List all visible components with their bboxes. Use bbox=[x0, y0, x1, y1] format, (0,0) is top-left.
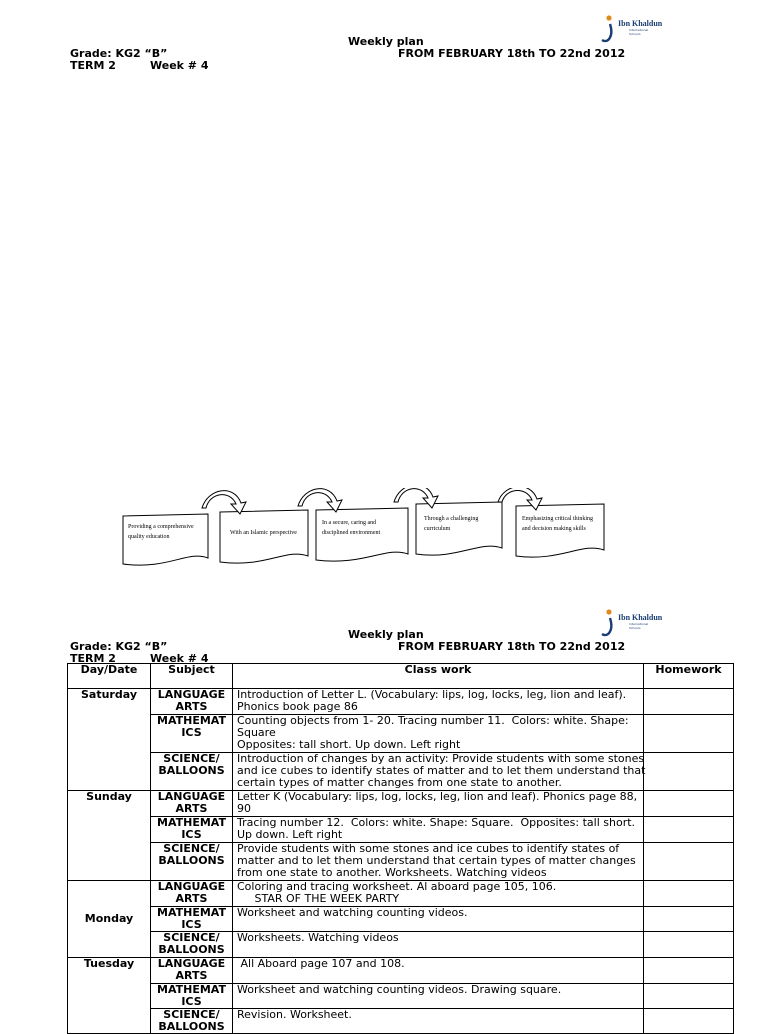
homework-cell bbox=[644, 791, 734, 817]
subject-cell bbox=[151, 881, 233, 907]
subject-line: ICS bbox=[181, 995, 202, 1008]
subject-line: SCIENCE/ bbox=[163, 842, 220, 855]
subject-line: BALLOONS bbox=[158, 854, 225, 867]
subject-cell bbox=[151, 984, 233, 1009]
day-cell: Saturday bbox=[68, 689, 151, 791]
day-cell: Tuesday bbox=[68, 958, 151, 1034]
classwork-line: matter and to let them understand that certain types of matter changes bbox=[237, 854, 636, 867]
classwork-cell bbox=[233, 1009, 644, 1034]
classwork-line: and ice cubes to identify states of matter and to let them understand that bbox=[237, 764, 646, 777]
subject-cell bbox=[151, 715, 233, 753]
subject-cell bbox=[151, 791, 233, 817]
date-range: FROM FEBRUARY 18th TO 22nd 2012 bbox=[398, 47, 626, 60]
subject-line: ICS bbox=[181, 828, 202, 841]
logo-subline-1: International bbox=[629, 28, 649, 32]
subject-cell bbox=[151, 843, 233, 881]
classwork-cell bbox=[233, 843, 644, 881]
classwork-line: 90 bbox=[237, 802, 251, 815]
subject-line: LANGUAGE bbox=[157, 957, 226, 970]
logo-subline-2: Schools bbox=[629, 32, 641, 36]
homework-cell bbox=[644, 715, 734, 753]
subject-line: BALLOONS bbox=[158, 1020, 225, 1033]
subject-line: ARTS bbox=[175, 892, 208, 905]
subject-cell bbox=[151, 1009, 233, 1034]
classwork-line: certain types of matter changes from one state to another. bbox=[237, 776, 562, 789]
classwork-line: Up down. Left right bbox=[237, 828, 343, 841]
classwork-cell bbox=[233, 907, 644, 932]
classwork-line: All Aboard page 107 and 108. bbox=[237, 957, 405, 970]
term-label-2: TERM 2 bbox=[70, 652, 116, 665]
flow-card-1-text: Providing a comprehensive quality education bbox=[128, 524, 194, 540]
table-row bbox=[68, 907, 734, 932]
homework-cell bbox=[644, 753, 734, 791]
classwork-line: from one state to another. Worksheets. Watching videos bbox=[237, 866, 547, 879]
classwork-line: Phonics book page 86 bbox=[237, 700, 358, 713]
table-row bbox=[68, 715, 734, 753]
classwork-cell bbox=[233, 817, 644, 843]
homework-cell bbox=[644, 932, 734, 958]
classwork-line: Introduction of Letter L. (Vocabulary: lips, log, locks, leg, lion and leaf). bbox=[237, 688, 627, 701]
day-cell: Sunday bbox=[68, 791, 151, 881]
table-row bbox=[68, 984, 734, 1009]
classwork-line: Coloring and tracing worksheet. Al aboard page 105, 106. bbox=[237, 880, 557, 893]
classwork-line: Counting objects from 1- 20. Tracing number 11. Colors: white. Shape: bbox=[237, 714, 629, 727]
flow-card-2-text: With an Islamic perspective bbox=[230, 530, 297, 536]
subject-line: BALLOONS bbox=[158, 764, 225, 777]
subject-cell bbox=[151, 817, 233, 843]
homework-cell bbox=[644, 958, 734, 984]
school-logo bbox=[600, 14, 662, 46]
homework-cell bbox=[644, 817, 734, 843]
homework-cell bbox=[644, 881, 734, 907]
classwork-line: Provide students with some stones and ice cubes to identify states of bbox=[237, 842, 620, 855]
subject-line: SCIENCE/ bbox=[163, 752, 220, 765]
subject-line: ARTS bbox=[175, 969, 208, 982]
table-row bbox=[68, 753, 734, 791]
classwork-line: Worksheets. Watching videos bbox=[237, 931, 399, 944]
week-label-2: Week # 4 bbox=[150, 652, 209, 665]
table-row bbox=[68, 689, 734, 715]
page-title-2: Weekly plan bbox=[348, 628, 424, 641]
logo-subline-1: International bbox=[629, 622, 649, 626]
table-row bbox=[68, 791, 734, 817]
logo-name: Ibn Khaldun bbox=[618, 613, 663, 622]
homework-cell bbox=[644, 689, 734, 715]
flow-arrow-icon bbox=[298, 489, 342, 512]
subject-line: ICS bbox=[181, 918, 202, 931]
subject-cell bbox=[151, 958, 233, 984]
subject-line: ICS bbox=[181, 726, 202, 739]
logo-name: Ibn Khaldun bbox=[618, 19, 663, 28]
logo-subline-2: Schools bbox=[629, 626, 641, 630]
flow-card-4-text: Through a challenging curriculum bbox=[424, 516, 479, 532]
classwork-line: Opposites: tall short. Up down. Left right bbox=[237, 738, 461, 751]
subject-line: LANGUAGE bbox=[157, 790, 226, 803]
table-row bbox=[68, 881, 734, 907]
subject-line: BALLOONS bbox=[158, 943, 225, 956]
grade-label-2: Grade: KG2 “B” bbox=[70, 640, 168, 653]
homework-cell bbox=[644, 1009, 734, 1034]
homework-cell bbox=[644, 907, 734, 932]
classwork-line: STAR OF THE WEEK PARTY bbox=[237, 892, 400, 905]
header-day: Day/Date bbox=[68, 664, 151, 689]
header-subject: Subject bbox=[151, 664, 233, 689]
classwork-line: Revision. Worksheet. bbox=[237, 1008, 352, 1021]
subject-line: MATHEMAT bbox=[157, 906, 226, 919]
subject-cell bbox=[151, 932, 233, 958]
classwork-cell bbox=[233, 932, 644, 958]
classwork-cell bbox=[233, 689, 644, 715]
classwork-line: Letter K (Vocabulary: lips, log, locks, leg, lion and leaf). Phonics page 88, bbox=[237, 790, 638, 803]
subject-line: ARTS bbox=[175, 700, 208, 713]
flow-card-3-text: In a secure, caring and disciplined environment bbox=[322, 520, 381, 536]
subject-cell bbox=[151, 907, 233, 932]
subject-line: MATHEMAT bbox=[157, 816, 226, 829]
subject-cell bbox=[151, 753, 233, 791]
homework-cell bbox=[644, 843, 734, 881]
week-label: Week # 4 bbox=[150, 59, 209, 72]
classwork-cell bbox=[233, 984, 644, 1009]
homework-cell bbox=[644, 984, 734, 1009]
grade-label: Grade: KG2 “B” bbox=[70, 47, 168, 60]
classwork-line: Square bbox=[237, 726, 276, 739]
subject-line: MATHEMAT bbox=[157, 983, 226, 996]
subject-line: MATHEMAT bbox=[157, 714, 226, 727]
classwork-cell bbox=[233, 715, 644, 753]
classwork-cell bbox=[233, 958, 644, 984]
classwork-cell bbox=[233, 791, 644, 817]
classwork-line: Introduction of changes by an activity: Provide students with some stones bbox=[237, 752, 645, 765]
term-label: TERM 2 bbox=[70, 59, 116, 72]
subject-line: LANGUAGE bbox=[157, 688, 226, 701]
day-cell: Monday bbox=[68, 881, 151, 958]
weekly-plan-table bbox=[67, 663, 734, 1034]
header-homework: Homework bbox=[644, 664, 734, 689]
table-row bbox=[68, 817, 734, 843]
subject-line: SCIENCE/ bbox=[163, 931, 220, 944]
school-logo-2 bbox=[600, 608, 662, 640]
table-row bbox=[68, 843, 734, 881]
table-body bbox=[68, 689, 734, 1034]
flow-card-5-text: Emphasizing critical thinking and decision making skills bbox=[522, 516, 593, 532]
classwork-line: Tracing number 12. Colors: white. Shape: Square. Opposites: tall short. bbox=[237, 816, 636, 829]
subject-line: SCIENCE/ bbox=[163, 1008, 220, 1021]
table-row bbox=[68, 932, 734, 958]
date-range-2: FROM FEBRUARY 18th TO 22nd 2012 bbox=[398, 640, 626, 653]
classwork-line: Worksheet and watching counting videos. bbox=[237, 906, 468, 919]
classwork-line: Worksheet and watching counting videos. Drawing square. bbox=[237, 983, 562, 996]
flow-arrow-icon bbox=[202, 491, 246, 514]
subject-line: LANGUAGE bbox=[157, 880, 226, 893]
classwork-cell bbox=[233, 753, 644, 791]
table-row bbox=[68, 1009, 734, 1034]
page-title: Weekly plan bbox=[348, 35, 424, 48]
classwork-cell bbox=[233, 881, 644, 907]
table-row bbox=[68, 958, 734, 984]
header-classwork: Class work bbox=[233, 664, 644, 689]
table-header-row bbox=[68, 664, 734, 689]
subject-cell bbox=[151, 689, 233, 715]
subject-line: ARTS bbox=[175, 802, 208, 815]
